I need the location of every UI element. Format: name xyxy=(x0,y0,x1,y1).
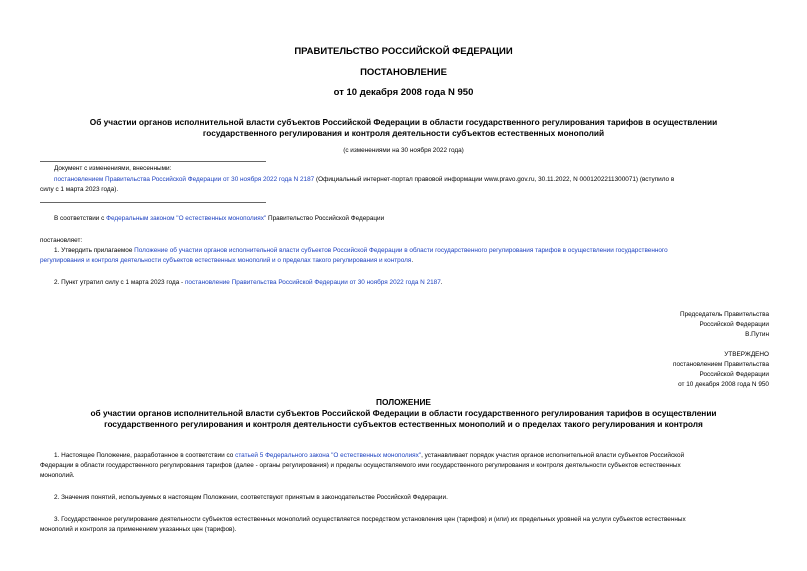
preamble xyxy=(54,214,774,224)
regulation-link[interactable]: Положение об участии органов исполнительной власти субъектов Российской Федерации в области государственного регулирования тарифов в осуществлении государственного xyxy=(134,247,668,254)
document-title-line-1: Об участии органов исполнительной власти субъектов Российской Федерации в области государственного регулирования тарифов в осуществлении xyxy=(89,117,718,127)
decree-word: постановляет: xyxy=(40,237,83,244)
item-2-prefix: 2. Пункт утратил силу с 1 марта 2023 года - xyxy=(54,279,185,286)
changes-rest-line-2: силу с 1 марта 2023 года). xyxy=(40,186,119,193)
document-date-number: от 10 декабря 2008 года N 950 xyxy=(333,87,474,98)
item-2-link[interactable]: постановление Правительства Российской Федерации от 30 ноября 2022 года N 2187 xyxy=(184,279,441,286)
item-2-suffix: . xyxy=(440,279,443,286)
preamble-suffix: Правительство Российской Федерации xyxy=(266,215,385,222)
para-1-line-1 xyxy=(54,451,774,461)
approved-line-1: УТВЕРЖДЕНО xyxy=(724,351,769,358)
para-1-prefix: 1. Настоящее Положение, разработанное в соответствии со xyxy=(54,452,236,459)
para-3-line-1: 3. Государственное регулирование деятельности субъектов естественных монополий осуществляется посредством установления цен (тарифов) и (или) их предельных уровней на услуги субъектов естественных xyxy=(54,516,686,523)
regulation-heading: ПОЛОЖЕНИЕ xyxy=(376,397,431,407)
item-2 xyxy=(54,278,774,288)
document-title-line-2: государственного регулирования и контроля деятельности субъектов естественных монополий xyxy=(202,128,605,138)
approved-line-3: Российской Федерации xyxy=(699,371,769,378)
para-1-rest: , устанавливает порядок участия органов исполнительной власти субъектов Российской xyxy=(421,452,685,459)
regulation-link-cont[interactable]: регулирования и контроля деятельности субъектов естественных монополий и о пределах такого регулирования и контроля xyxy=(40,257,412,264)
federal-law-link[interactable]: Федеральным законом "О естественных монополиях" xyxy=(106,215,267,222)
document-type: ПОСТАНОВЛЕНИЕ xyxy=(360,67,447,78)
regulation-title-line-2: государственного регулирования и контроля деятельности субъектов естественных монополий и о пределах такого регулирования и контроля xyxy=(104,419,703,429)
divider-top xyxy=(40,161,266,162)
item-1-line-2 xyxy=(40,256,760,266)
item-1-suffix: . xyxy=(411,257,414,264)
regulation-title-line-1: об участии органов исполнительной власти субъектов Российской Федерации в области государственного регулирования тарифов в осуществлении xyxy=(90,408,717,418)
signature-name: В.Путин xyxy=(745,331,769,338)
article-5-link[interactable]: статьей 5 Федерального закона "О естественных монополиях" xyxy=(235,452,422,459)
changes-intro: Документ с изменениями, внесенными: xyxy=(54,165,172,172)
divider-bottom xyxy=(40,202,266,203)
government-heading: ПРАВИТЕЛЬСТВО РОССИЙСКОЙ ФЕДЕРАЦИИ xyxy=(294,46,513,57)
changes-line xyxy=(54,175,774,185)
approved-line-4: от 10 декабря 2008 года N 950 xyxy=(678,381,769,388)
para-1-line-2: Федерации в области государственного регулирования тарифов (далее - органы регулирования) и пределы осуществляемого ими государственного регулирования и контроля деятельности субъектов естественных xyxy=(40,462,681,469)
preamble-prefix: В соответствии с xyxy=(54,215,107,222)
amendments-note: (с изменениями на 30 ноября 2022 года) xyxy=(343,147,464,154)
signature-line-1: Председатель Правительства xyxy=(680,311,769,318)
para-1-line-3: монополий. xyxy=(40,472,75,479)
changes-rest: (Официальный интернет-портал правовой информации www.pravo.gov.ru, 30.11.2022, N 0001202211300071) (вступило в xyxy=(314,176,675,183)
changes-link[interactable]: постановлением Правительства Российской Федерации от 30 ноября 2022 года N 2187 xyxy=(54,176,315,183)
item-1-line-1 xyxy=(54,246,774,256)
signature-line-2: Российской Федерации xyxy=(699,321,769,328)
para-2: 2. Значения понятий, используемых в настоящем Положении, соответствуют принятым в законодательстве Российской Федерации. xyxy=(54,494,448,501)
approved-line-2: постановлением Правительства xyxy=(673,361,769,368)
para-3-line-2: монополий и контроля за применением указанных цен (тарифов). xyxy=(40,526,237,533)
item-1-prefix: 1. Утвердить прилагаемое xyxy=(54,247,135,254)
